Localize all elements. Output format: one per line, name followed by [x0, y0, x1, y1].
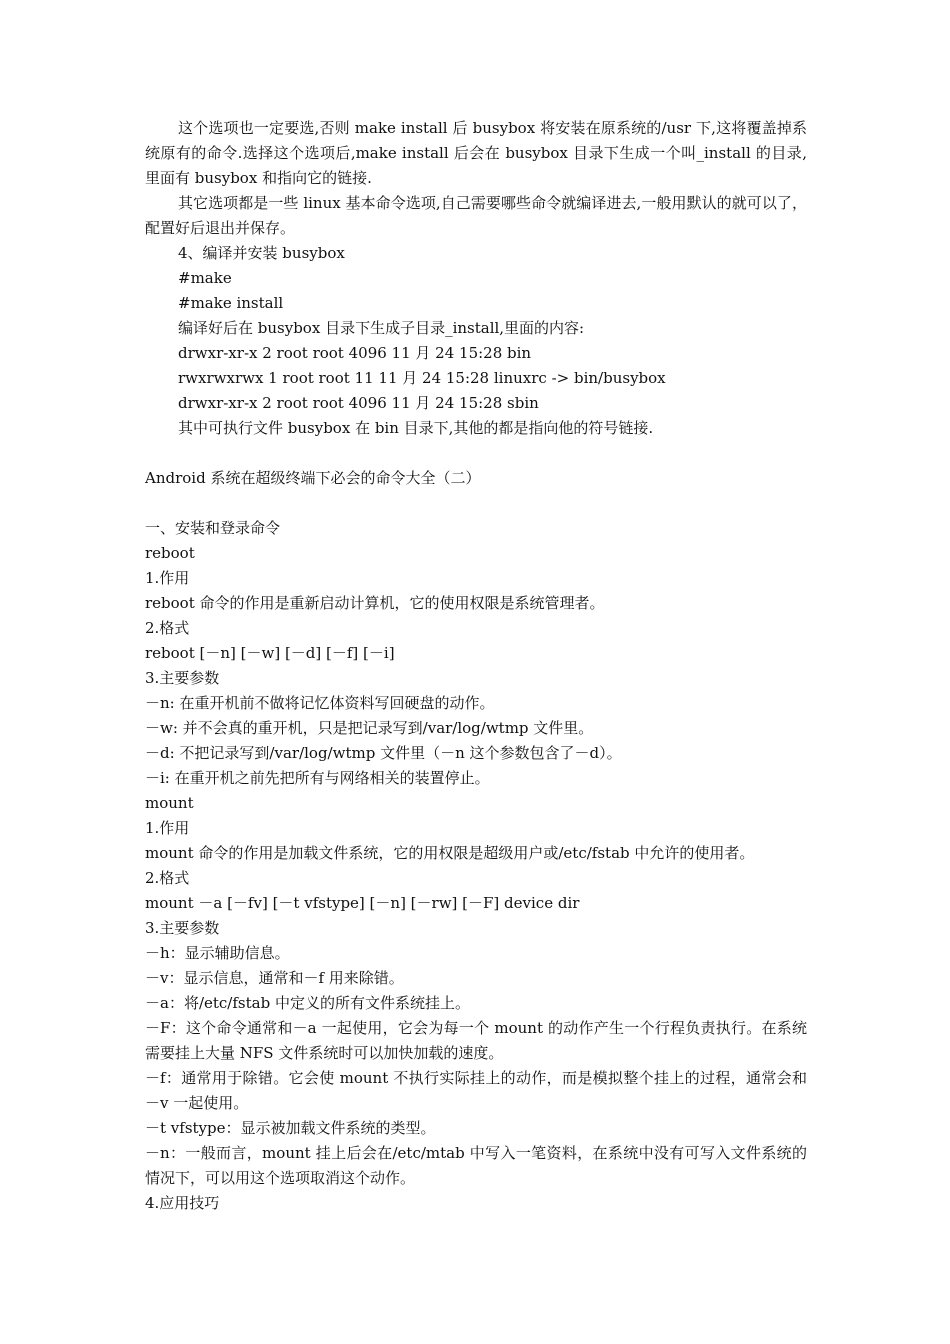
spacer — [145, 491, 807, 516]
install-dir-description: 编译好后在 busybox 目录下生成子目录_install,里面的内容: — [178, 319, 585, 337]
spacer — [145, 441, 807, 466]
command-make-install: #make install — [178, 294, 284, 312]
reboot-purpose: reboot 命令的作用是重新启动计算机，它的使用权限是系统管理者。 — [145, 594, 605, 612]
document-page — [145, 116, 807, 1216]
listing-line-linuxrc: rwxrwxrwx 1 root root 11 11 月 24 15:28 linuxrc -> bin/busybox — [178, 369, 666, 387]
reboot-param: －i: 在重开机之前先把所有与网络相关的装置停止。 — [145, 769, 490, 787]
mount-param: －t vfstype：显示被加载文件系统的类型。 — [145, 1119, 436, 1137]
reboot-param: －w: 并不会真的重开机，只是把记录写到/var/log/wtmp 文件里。 — [145, 719, 594, 737]
listing-line-sbin: drwxr-xr-x 2 root root 4096 11 月 24 15:28 sbin — [178, 394, 539, 412]
command-make: #make — [178, 269, 232, 287]
mount-param: －F：这个命令通常和－a 一起使用，它会为每一个 mount 的动作产生一个行程负责执行。在系统需要挂上大量 NFS 文件系统时可以加快加载的速度。 — [145, 1019, 807, 1062]
listing-line-bin: drwxr-xr-x 2 root root 4096 11 月 24 15:28 bin — [178, 344, 532, 362]
command-name-reboot: reboot — [145, 544, 195, 562]
mount-param: －v：显示信息，通常和－f 用来除错。 — [145, 969, 404, 987]
paragraph-install-option: 这个选项也一定要选,否则 make install 后 busybox 将安装在原系统的/usr 下,这将覆盖掉系统原有的命令.选择这个选项后,make install 后会在 busybox 目录下生成一个叫_install 的目录,里面有 busybox 和指向它的链接. — [145, 119, 807, 187]
mount-format-heading: 2.格式 — [145, 869, 190, 887]
mount-param: －n：一般而言，mount 挂上后会在/etc/mtab 中写入一笔资料，在系统中没有可写入文件系统的情况下，可以用这个选项取消这个动作。 — [145, 1144, 807, 1187]
reboot-purpose-heading: 1.作用 — [145, 569, 190, 587]
mount-purpose-heading: 1.作用 — [145, 819, 190, 837]
mount-tips-heading: 4.应用技巧 — [145, 1194, 220, 1212]
reboot-params-heading: 3.主要参数 — [145, 669, 220, 687]
section-heading: 一、安装和登录命令 — [145, 519, 281, 537]
mount-format: mount －a [－fv] [－t vfstype] [－n] [－rw] [－F] device dir — [145, 894, 580, 912]
mount-param: －f：通常用于除错。它会使 mount 不执行实际挂上的动作，而是模拟整个挂上的过程，通常会和－v 一起使用。 — [145, 1069, 807, 1112]
command-name-mount: mount — [145, 794, 194, 812]
reboot-param: －d: 不把记录写到/var/log/wtmp 文件里（－n 这个参数包含了－d）。 — [145, 744, 622, 762]
article-title: Android 系统在超级终端下必会的命令大全（二） — [145, 469, 481, 487]
reboot-param: －n: 在重开机前不做将记忆体资料写回硬盘的动作。 — [145, 694, 495, 712]
paragraph-other-options: 其它选项都是一些 linux 基本命令选项,自己需要哪些命令就编译进去,一般用默认的就可以了，配置好后退出并保存。 — [145, 194, 807, 237]
mount-param: －a：将/etc/fstab 中定义的所有文件系统挂上。 — [145, 994, 470, 1012]
mount-params-heading: 3.主要参数 — [145, 919, 220, 937]
mount-purpose: mount 命令的作用是加载文件系统，它的用权限是超级用户或/etc/fstab 中允许的使用者。 — [145, 844, 755, 862]
mount-param: －h：显示辅助信息。 — [145, 944, 290, 962]
reboot-format: reboot [－n] [－w] [－d] [－f] [－i] — [145, 644, 395, 662]
symlink-note: 其中可执行文件 busybox 在 bin 目录下,其他的都是指向他的符号链接. — [178, 419, 654, 437]
step-4-heading: 4、编译并安装 busybox — [178, 244, 345, 262]
reboot-format-heading: 2.格式 — [145, 619, 190, 637]
